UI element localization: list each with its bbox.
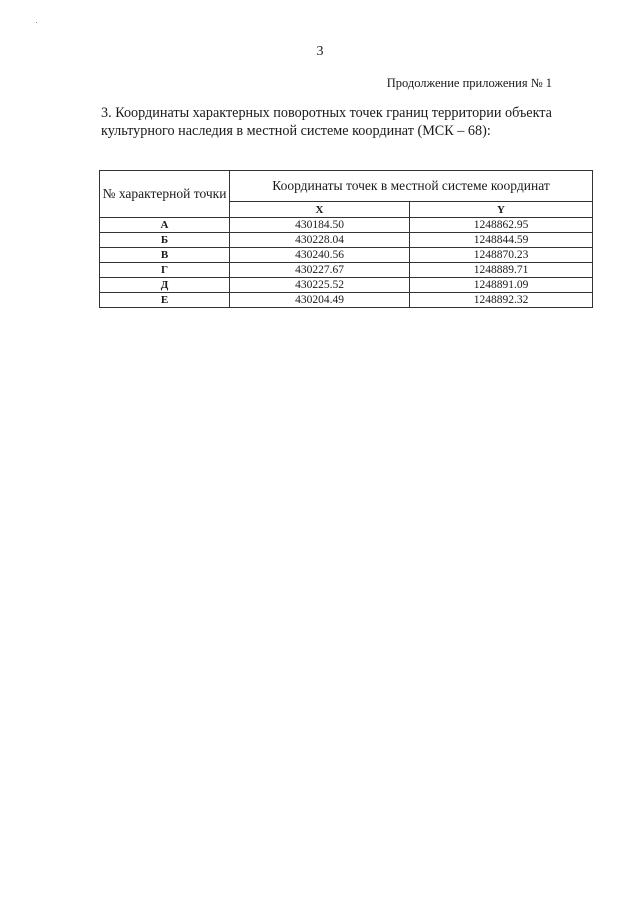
table-row — [100, 248, 593, 263]
point-y: 1248889.71 — [410, 263, 593, 278]
header-y: Y — [410, 202, 593, 218]
header-point-number: № характерной точки — [100, 171, 230, 218]
point-x: 430227.67 — [230, 263, 410, 278]
table-row — [100, 218, 593, 233]
point-x: 430225.52 — [230, 278, 410, 293]
coordinates-table — [99, 170, 593, 308]
header-coordinates-group: Координаты точек в местной системе координат — [230, 171, 593, 202]
point-y: 1248891.09 — [410, 278, 593, 293]
point-x: 430184.50 — [230, 218, 410, 233]
point-name: А — [100, 218, 230, 233]
point-x: 430228.04 — [230, 233, 410, 248]
table-row — [100, 233, 593, 248]
point-name: Е — [100, 293, 230, 308]
table-row — [100, 278, 593, 293]
table-row — [100, 293, 593, 308]
point-name: Г — [100, 263, 230, 278]
appendix-continuation-note: Продолжение приложения № 1 — [386, 76, 552, 90]
section-heading: 3. Координаты характерных поворотных точек границ территории объекта культурного наследия в местной системе координат (МСК – 68): — [101, 105, 552, 139]
header-x: X — [230, 202, 410, 218]
point-y: 1248862.95 — [410, 218, 593, 233]
point-name: Б — [100, 233, 230, 248]
page-number: 3 — [316, 44, 324, 59]
table-row — [100, 263, 593, 278]
point-name: Д — [100, 278, 230, 293]
scan-artifact — [36, 22, 37, 23]
point-y: 1248892.32 — [410, 293, 593, 308]
point-name: В — [100, 248, 230, 263]
point-y: 1248870.23 — [410, 248, 593, 263]
point-x: 430204.49 — [230, 293, 410, 308]
table-header-row — [100, 171, 593, 202]
point-x: 430240.56 — [230, 248, 410, 263]
point-y: 1248844.59 — [410, 233, 593, 248]
